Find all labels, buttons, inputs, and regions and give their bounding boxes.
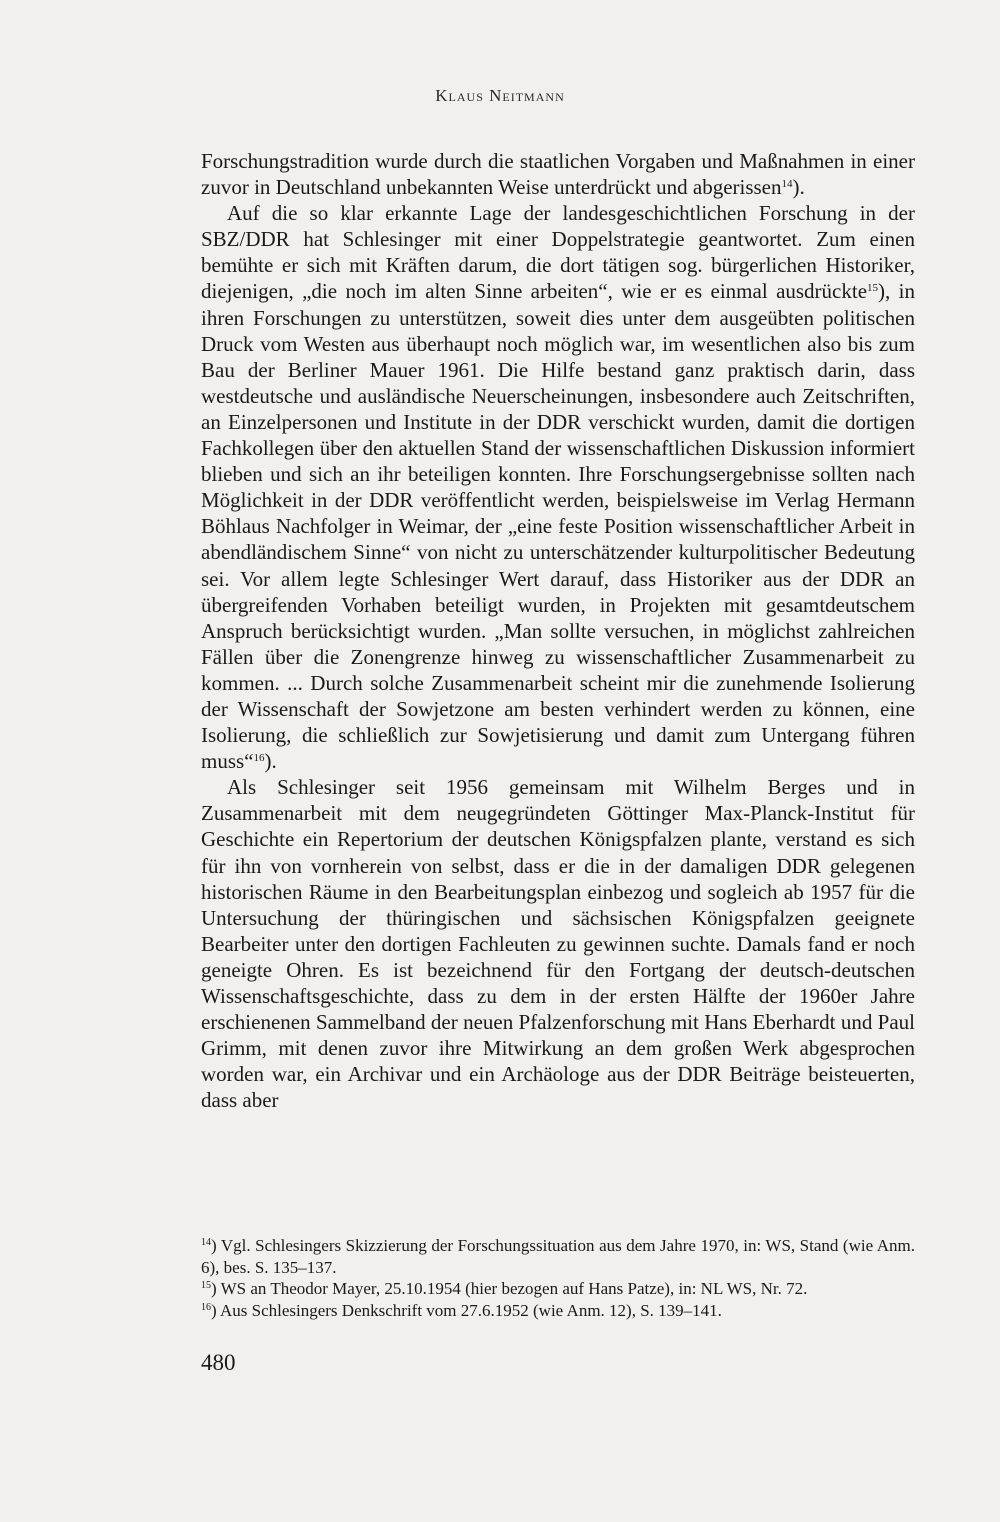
paragraph-text: Als Schlesinger seit 1956 gemeinsam mit Wilhelm Berges und in Zusammenarbeit mit dem neugegründeten Göttinger Max-Planck-Institut für Geschichte ein Repertorium der deutschen Königspfalzen plante, verstand es sich für ihn von vornherein von selbst, dass er die in der damaligen DDR gelegenen historischen Räume in den Bearbeitungsplan einbezog und sogleich ab 1957 für die Untersuchung der thüringischen und sächsischen Königspfalzen geeignete Bearbeiter unter den dortigen Fachleuten zu gewinnen suchte. Damals fand er noch geneigte Ohren. Es ist bezeichnend für den Fortgang der deutsch-deutschen Wissenschaftsgeschichte, dass zu dem in der ersten Hälfte der 1960er Jahre erschienenen Sammelband der neuen Pfalzenforschung mit Hans Eberhardt und Paul Grimm, mit denen zuvor ihre Mitwirkung an dem großen Werk abgesprochen worden war, ein Archivar und ein Archäologe aus der DDR Beiträge beisteuerten, dass aber bbox=[201, 775, 915, 1113]
footnote-ref: 14 bbox=[781, 178, 793, 191]
footnote bbox=[201, 1278, 915, 1300]
paragraph-text: ), in ihren Forschungen zu unterstützen, soweit dies unter dem ausgeübten politischen Druck vom Westen aus überhaupt noch möglich war, im wesentlichen also bis zum Bau der Berliner Mauer 1961. Die Hilfe bestand ganz praktisch darin, dass westdeutsche und ausländische Neuerscheinungen, insbesondere auch Zeitschriften, an Einzelpersonen und Institute in der DDR verschickt wurden, damit die dortigen Fachkollegen über den aktuellen Stand der wissenschaftlichen Diskussion informiert blieben und sich an ihr beteiligen konnten. Ihre Forschungsergebnisse sollten nach Möglichkeit in der DDR veröffentlicht werden, beispielsweise im Verlag Hermann Böhlaus Nachfolger in Weimar, der „eine feste Position wissenschaftlicher Arbeit in abendländischem Sinne“ von nicht zu unterschätzender kulturpolitischer Bedeutung sei. Vor allem legte Schlesinger Wert darauf, dass Historiker aus der DDR an übergreifenden Vorhaben beteiligt wurden, in Projekten mit gesamtdeutschem Anspruch berücksichtigt wurden. „Man sollte versuchen, in möglichst zahlreichen Fällen über die Zonengrenze hinweg zu wissenschaftlicher Zusammenarbeit zu kommen. ... Durch solche Zusammenarbeit scheint mir die zunehmende Isolierung der Wissenschaft der Sowjetzone am besten verhindert werden zu können, eine Isolierung, die schließlich zur Sowjetisierung und damit zum Untergang führen muss“ bbox=[201, 279, 915, 774]
paragraph-text: Auf die so klar erkannte Lage der landesgeschichtlichen Forschung in der SBZ/DDR hat Schlesinger mit einer Doppelstrategie geantwortet. Zum einen bemühte er sich mit Kräften darum, die dort tätigen sog. bürgerlichen Historiker, diejenigen, „die noch im alten Sinne arbeiten“, wie er es einmal ausdrückte bbox=[201, 201, 915, 304]
footnote-text: ) Vgl. Schlesingers Skizzierung der Forschungssituation aus dem Jahre 1970, in: WS, Stand (wie Anm. 6), bes. S. 135–137. bbox=[201, 1236, 915, 1277]
footnote bbox=[201, 1235, 915, 1278]
footnote-text: ) Aus Schlesingers Denkschrift vom 27.6.1952 (wie Anm. 12), S. 139–141. bbox=[211, 1300, 722, 1320]
footnote-ref: 16 bbox=[253, 752, 265, 765]
paragraph-text: ). bbox=[792, 175, 805, 200]
footnote-number: 15 bbox=[201, 1280, 211, 1291]
paragraph bbox=[201, 774, 915, 1113]
footnote-ref: 15 bbox=[867, 282, 879, 295]
footnote bbox=[201, 1300, 915, 1322]
paragraph bbox=[201, 148, 915, 200]
body-text bbox=[201, 148, 915, 1113]
paragraph-text: Forschungstradition wurde durch die staatlichen Vorgaben und Maßnahmen in einer zuvor in Deutschland unbekannten Weise unterdrückt und abgerissen bbox=[201, 149, 915, 200]
page-number: 480 bbox=[201, 1350, 236, 1375]
footnote-text: ) WS an Theodor Mayer, 25.10.1954 (hier bezogen auf Hans Patze), in: NL WS, Nr. 72. bbox=[211, 1279, 808, 1298]
footnotes bbox=[201, 1235, 915, 1321]
paragraph-text: ). bbox=[264, 749, 277, 774]
footnote-number: 16 bbox=[201, 1301, 211, 1313]
running-head: Klaus Neitmann bbox=[435, 86, 565, 105]
footnote-number: 14 bbox=[201, 1237, 211, 1248]
paragraph bbox=[201, 200, 915, 774]
